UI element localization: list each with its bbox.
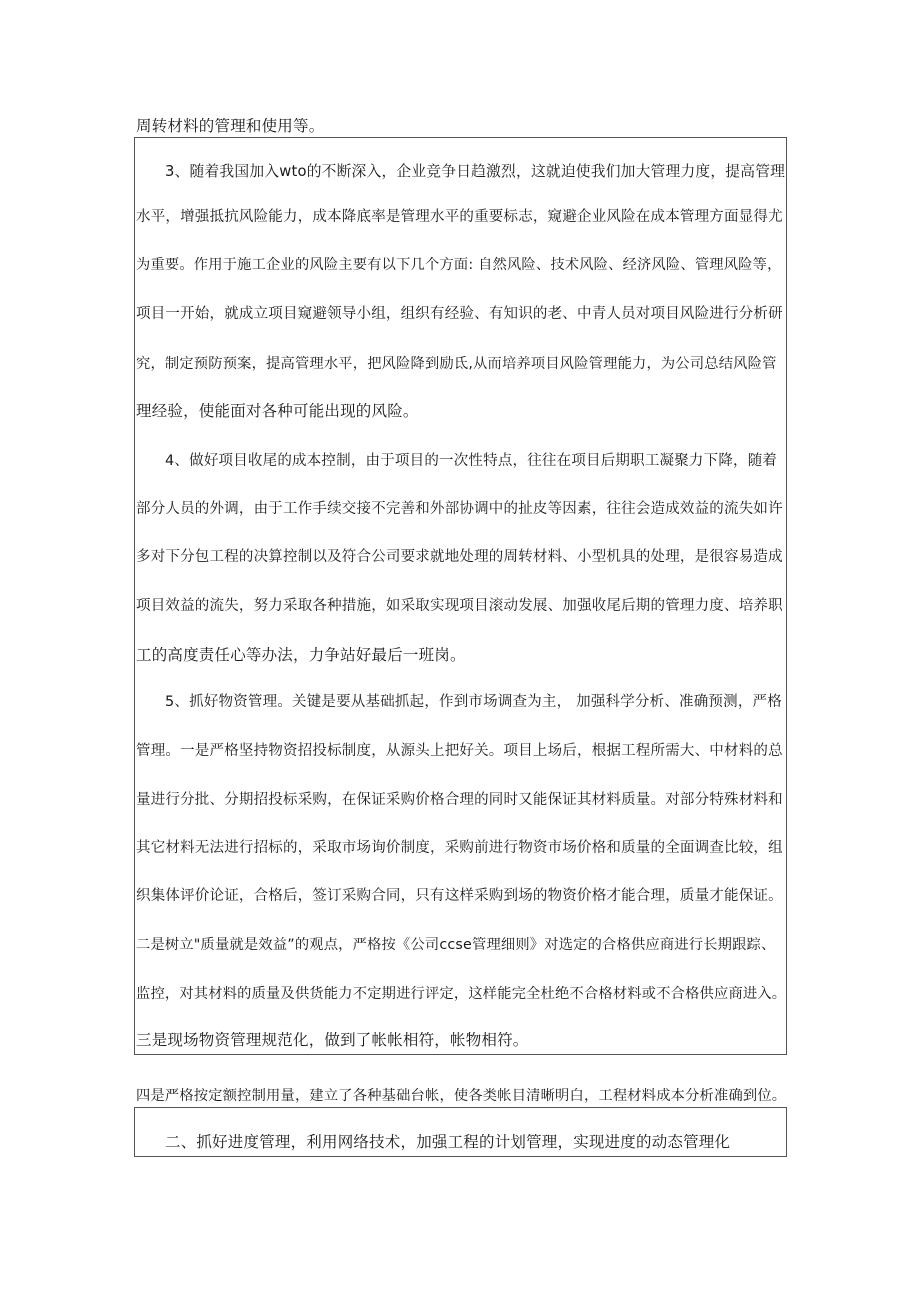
paragraph-line: 管理。一是严格坚持物资招投标制度，从源头上把好关。项目上场后，根据工程所需大、中材料的总	[136, 743, 783, 759]
section-heading-line: 二、抓好进度管理，利用网络技术，加强工程的计划管理，实现进度的动态管理化	[165, 1133, 731, 1151]
intro-line: 周转材料的管理和使用等。	[136, 117, 325, 135]
paragraph-line: 其它材料无法进行招标的，采取市场询价制度，采购前进行物资市场价格和质量的全面调查比较，组	[136, 840, 783, 856]
paragraph-line: 多对下分包工程的决算控制以及符合公司要求就地处理的周转材料、小型机具的处理，是很容易造成	[136, 549, 783, 565]
paragraph-line: 部分人员的外调，由于工作手续交接不完善和外部协调中的扯皮等因素，往往会造成效益的流失如许	[136, 501, 783, 517]
paragraph-line: 5、抓好物资管理。关键是要从基础抓起，作到市场调查为主， 加强科学分析、准确预测，严格	[165, 694, 782, 710]
paragraph-line: 三是现场物资管理规范化，做到了帐帐相符，帐物相符。	[136, 1031, 529, 1049]
paragraph-line: 3、随着我国加入wto的不断深入，企业竞争日趋激烈，这就迫使我们加大管理力度，提高管理	[165, 163, 786, 180]
paragraph-line: 织集体评价论证，合格后，签订采购合同，只有这样采购到场的物资价格才能合理，质量才能保证。	[136, 888, 783, 904]
paragraph-line: 水平，增强抵抗风险能力，成本降底率是管理水平的重要标志，窥避企业风险在成本管理方面显得尤	[136, 209, 783, 225]
paragraph-line: 4、做好项目收尾的成本控制，由于项目的一次性特点，往往在项目后期职工凝聚力下降，随着	[165, 453, 778, 469]
outer-line: 四是严格按定额控制用量，建立了各种基础台帐，使各类帐目清晰明白，工程材料成本分析准确到位。	[136, 1088, 787, 1104]
paragraph-line: 项目一开始，就成立项目窥避领导小组，组织有经验、有知识的老、中青人员对项目风险进行分析研	[136, 306, 783, 322]
paragraph-line: 量进行分批、分期招投标采购，在保证采购价格合理的同时又能保证其材料质量。对部分特殊材料和	[136, 792, 783, 808]
paragraph-line: 为重要。作用于施工企业的风险主要有以下几个方面: 自然风险、技术风险、经济风险、管理风险等，	[136, 257, 782, 273]
paragraph-line: 理经验，使能面对各种可能出现的风险。	[136, 402, 419, 420]
paragraph-line: 究，制定预防预案，提高管理水平，把风险降到励氐,从而培养项目风险管理能力，为公司总结风险管	[136, 356, 777, 372]
paragraph-line: 项目效益的流失，努力采取各种措施，如采取实现项目滚动发展、加强收尾后期的管理力度、培养职	[136, 598, 783, 614]
paragraph-line: 工的高度责任心等办法，力争站好最后一班岗。	[136, 646, 466, 664]
paragraph-line: 监控，对其材料的质量及供货能力不定期进行评定，这样能完全杜绝不合格材料或不合格供应商进入。	[136, 986, 787, 1002]
paragraph-line: 二是树立"质量就是效益”的观点，严格按《公司ccse管理细则》对选定的合格供应商进行长期跟踪、	[136, 937, 776, 953]
